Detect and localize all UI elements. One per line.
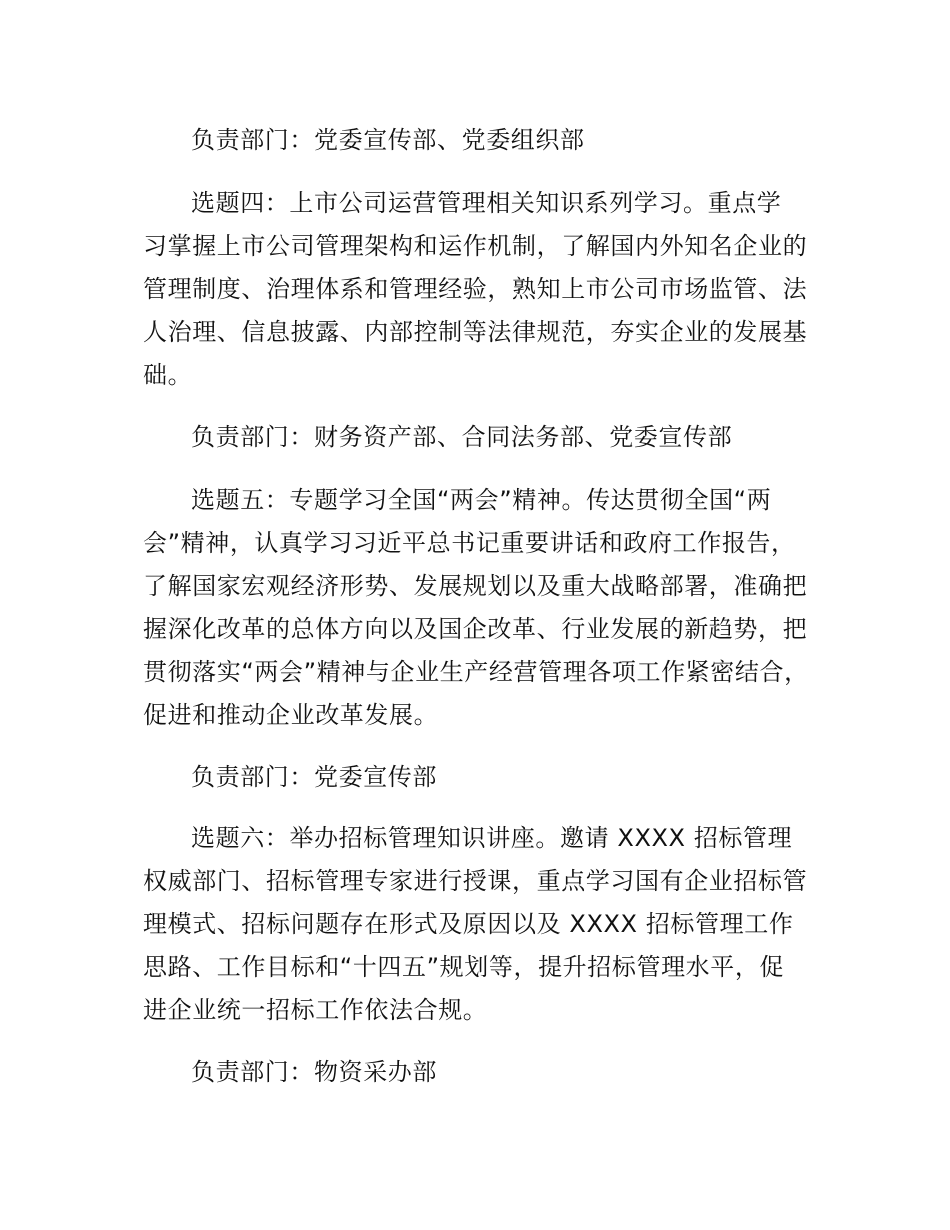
topic-paragraph-line: 促进和推动企业改革发展。	[143, 701, 439, 729]
responsible-dept-line: 负责部门：财务资产部、合同法务部、党委宣传部	[191, 423, 733, 451]
topic-paragraph-line: 理模式、招标问题存在形式及原因以及 XXXX 招标管理工作	[143, 910, 794, 938]
topic-paragraph-line: 选题五：专题学习全国“两会”精神。传达贯彻全国“两	[191, 486, 772, 514]
topic-paragraph-line: 权威部门、招标管理专家进行授课，重点学习国有企业招标管	[143, 867, 808, 895]
topic-paragraph-line: 会”精神，认真学习习近平总书记重要讲话和政府工作报告，	[143, 529, 796, 557]
topic-paragraph-line: 选题四：上市公司运营管理相关知识系列学习。重点学	[191, 189, 782, 217]
topic-paragraph-line: 握深化改革的总体方向以及国企改革、行业发展的新趋势，把	[143, 615, 808, 643]
topic-paragraph-line: 思路、工作目标和“十四五”规划等，提升招标管理水平，促	[143, 953, 785, 981]
topic-paragraph-line: 进企业统一招标工作依法合规。	[143, 996, 488, 1024]
topic-paragraph-line: 础。	[143, 361, 193, 389]
responsible-dept-line: 负责部门：物资采办部	[191, 1058, 437, 1086]
topic-paragraph-line: 了解国家宏观经济形势、发展规划以及重大战略部署，准确把	[143, 572, 808, 600]
topic-paragraph-line: 习掌握上市公司管理架构和运作机制，了解国内外知名企业的	[143, 232, 808, 260]
responsible-dept-line: 负责部门：党委宣传部、党委组织部	[191, 126, 585, 154]
topic-paragraph-line: 选题六：举办招标管理知识讲座。邀请 XXXX 招标管理	[191, 824, 793, 852]
responsible-dept-line: 负责部门：党委宣传部	[191, 763, 437, 791]
topic-paragraph-line: 管理制度、治理体系和管理经验，熟知上市公司市场监管、法	[143, 275, 808, 303]
topic-paragraph-line: 人治理、信息披露、内部控制等法律规范，夯实企业的发展基	[143, 318, 808, 346]
topic-paragraph-line: 贯彻落实“两会”精神与企业生产经营管理各项工作紧密结合，	[143, 658, 809, 686]
